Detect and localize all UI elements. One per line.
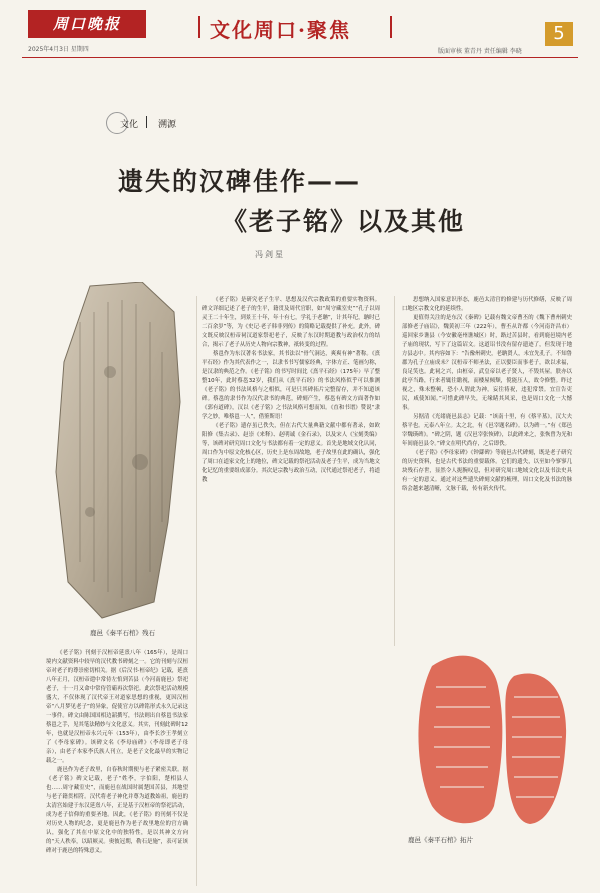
rubbing-image	[402, 646, 572, 831]
paragraph: 思想纳入国家意识形态，鹿邑太清宫的修建与历代修缮，反映了周口地区宗教文化的延续性。	[402, 297, 572, 312]
tag-separator	[146, 116, 147, 128]
paragraph: 《老子铭》是研究老子生平、思想及汉代宗教政策的重要实物资料。碑文详细记述了老子的生平，籍贯及周代官职，如“周守藏室史”“孔子以周灵王二十年生，到景王十年，年十有七，学礼于老聃”，计其年纪，聃时已二百余岁”等，为《史记·老子韩非列传》的简略记载提供了补充。此外，碑文既反映汉桓帝祠汉道家祭祀老子，反映了东汉时期道教与政治权力的结合，揭示了老子从历史人物向宗教神，祇转变的过程。	[202, 297, 380, 348]
column-tag	[106, 112, 198, 132]
column-divider	[196, 296, 197, 886]
stele-fragment-photo	[50, 282, 182, 622]
body-column-3	[402, 296, 572, 646]
section-title: 文化周口·聚焦	[210, 18, 351, 42]
paragraph: 另据清《光绪鹿邑县志》记载：“该南十里，有《蔡平墓》，汉大夫蔡平也。元泰八年立。太之北，有《邑宰题名碑》。以为碑一。”有《郑邑宰魏瑛碑》。“碑之阴，题《汉邑宰张恢碑》，以此碑来之，张恢曾为光和年间鹿邑县令。”碑文在明代尚存，之后即佚。	[402, 414, 572, 447]
header-rule	[22, 57, 578, 58]
body-column-2	[202, 296, 380, 508]
paragraph: 蔡邕作为东汉著名书法家，其书法以“骨气洞达，爽爽有神”著称。《熹平石经》作为其代表作之一，以隶书书写儒家经典，字体方正、笔画匀称，是汉隶的典范之作。《老子铭》的书写时间比《熹平石经》（175年）早了整整10年，此时蔡邕32岁，我们从《熹平石经》的书法风格似乎可以推测《老子铭》的书法风格与之相似，可是只其碑拓片完整留存，并不知道该碑。蔡邕的隶书作为汉代隶书的典范，碑刻产生，蔡邕有碑文方面著作如《郭有道碑》，汉以《老子铭》之书法风格可想而知。《直和书谱》赞说“隶学之妙，唯蔡邕一人”，借鉴斯语！	[202, 351, 380, 420]
paragraph: 《老子铭》《李母家碑》《钟繇碑》等鹿邑古代碑刻，既是老子研究的历史资料，也是古代书法的重要载体。它们的遗失，以至如今寥寥几块残石存世，显然令人扼腕叹息，但对研究周口地域文化以及书法史具有一定的意义。通过对这些遗失碑刻文献的梳理，周口文化及书法的脉络会越来越清晰，文脉千载，传有新火传代。	[402, 450, 572, 492]
headline-line-1: 遗失的汉碑佳作——	[118, 167, 362, 196]
paragraph: 《老子铭》遗存虽已佚失，但在古代大量典籍文献中都有著录，如欧阳修《集古录》、赵崇《来释》、赵明诚《金石录》，以及宋人《宝刻类编》等，该碑对研究周口文化与书法都有着一定的意义。首先是地域文化认同，周口作为中原文化核心区，历史上是东周故地，老子故里在此的确认，强化了周口在道家文化上的地位，碑文记载的祭祀活动及老子生平，成为当地文化记忆的重要组成部分。其次是宗教与政治互动，汉代通过祭祀老子，将道教	[202, 423, 380, 483]
editor-credits: 版面审核 董青丹 责任编辑 李晓	[438, 48, 522, 55]
tag-right: 溯源	[158, 120, 177, 130]
rubbing-caption: 鹿邑《秦平石棺》拓片	[408, 836, 473, 844]
issue-date: 2025年4月3日 星期四	[28, 46, 89, 53]
byline: 冯剑星	[255, 250, 285, 259]
section-bar-right	[390, 16, 392, 38]
masthead-title: 周口晚报	[52, 15, 121, 33]
paragraph: 《老子铭》刊刻于汉桓帝延熹八年（165年），是周口境内文献资料中较早的汉代教书碑刻之一。它的刊刻与汉桓帝对老子的尊崇密切相关。据《后汉书·桓帝纪》记载，延熹八年正月，汉桓帝遣中常侍左悺到苦县（今河南鹿邑）祭祀老子，十一月又命中常侍管霸再次祭祀。此次祭祀活动规模盛大，不仅体现了汉代帝王对道家思想的重视，更因汉桓帝“八月梦见老子”的异象，促使官方以碑铭形式永久记录这一事件。碑文由陈国国相边韶撰写，书法则出自蔡邕书法家蔡邕之手，见其笔法精妙与文化意义。其实，刊刻此碑时12年，也就是汉桓帝永兴元年（153年），由李长沙王孝刻立了《李母家碑》。该碑文名《李母庙碑》（李母即老子母亲），由老子本家李氏族人刊立，是老子文化最早的实物记载之一。	[46, 650, 188, 764]
column-divider	[394, 296, 395, 646]
page-number: 5	[545, 22, 573, 46]
headline-line-2: 《老子铭》以及其他	[222, 207, 466, 236]
paragraph: 鹿邑作为老子故里，自春秋时期便与老子紧密关联。据《老子铭》碑文记载，老子“姓李，字伯阳，楚相县人也……周守藏室史”，而鹿邑在战国时属楚国苦县，其地望与老子籍贯相符。汉代将老子神化并尊为道教始祖，鹿邑的太清宫始建于东汉延熹八年，正是基于汉桓帝的祭祀活动，成为老子信仰的重要圣地。因此，《老子铭》的刊刻不仅是对历史人物的纪念，更是鹿邑作为老子故里地位的官方确认，强化了其在中原文化中的独特性，是以其神文方向的“天人秩奉，以昭厥灵。奥彼冠期，勒石是施”，表可证该碑对于鹿邑的特殊意义。	[46, 767, 188, 854]
paragraph: 更值得关注的是东汉《秦碑》记载有魏文帝曹丕的《魏下曹州刺史部修老子庙诏》，魏黄初三年（222年），曹丕从许都（今河南许昌市）巡回家乡谯县（今安徽亳州谯城区）时，路过苦县时，看到鹿邑境内老子庙的现状，写下了这篇诏文。这道诏书没有留存遗迹了，但发现于地方县志中。其内容如下：“告豫州刺史，老聃贤人，未宜先孔子。不知鲁郡为孔子立庙成未？汉桓帝不师圣法，正以嬖臣而事老子，欲以求福，良足笑也。此祠之兴，由桓帝，武皇帝以老子贤人，不毁其屋。朕亦以此亭当路，行来者辄往瞻视，而楼屋倾颓，傥能压人，故令修整。昨过视之，殊未整顿，恐小人谓此为神，妄往祷祝，违犯常禁。宜宣告吏民，咸使知闻。”可惜此碑早失，无缘睹其风采，也是周口文化一大憾事。	[402, 315, 572, 411]
section-bar-left	[198, 16, 200, 38]
tag-left: 文化	[120, 120, 139, 130]
stele-caption: 鹿邑《秦平石棺》残石	[90, 629, 155, 637]
masthead-logo	[28, 10, 146, 38]
body-column-1	[46, 649, 188, 893]
